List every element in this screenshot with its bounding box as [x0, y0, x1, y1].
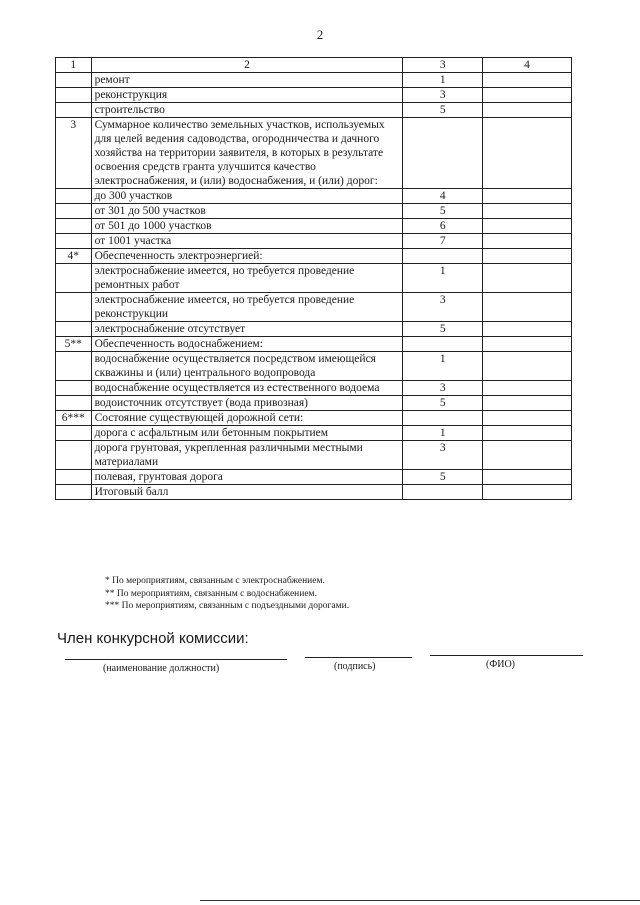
num-cell — [56, 264, 92, 293]
criterion-cell: Обеспеченность электроэнергией: — [91, 249, 403, 264]
score-cell: 5 — [403, 204, 483, 219]
table-row — [56, 264, 572, 293]
score-cell: 4 — [403, 189, 483, 204]
table-row — [56, 411, 572, 426]
score-cell: 1 — [403, 73, 483, 88]
value-cell — [483, 189, 572, 204]
value-cell — [483, 293, 572, 322]
value-cell — [483, 322, 572, 337]
criterion-cell: электроснабжение имеется, но требуется проведение реконструкции — [91, 293, 403, 322]
table-row — [56, 352, 572, 381]
table-row — [56, 381, 572, 396]
value-cell — [483, 118, 572, 189]
score-cell: 3 — [403, 381, 483, 396]
name-caption: (ФИО) — [486, 659, 516, 670]
table-row — [56, 293, 572, 322]
num-cell — [56, 103, 92, 118]
value-cell — [483, 411, 572, 426]
criterion-cell: водоисточник отсутствует (вода привозная) — [91, 396, 403, 411]
num-cell — [56, 293, 92, 322]
criterion-cell: полевая, грунтовая дорога — [91, 470, 403, 485]
score-cell: 5 — [403, 103, 483, 118]
value-cell — [483, 103, 572, 118]
table-row — [56, 322, 572, 337]
score-cell — [403, 249, 483, 264]
value-cell — [483, 264, 572, 293]
criterion-cell: Суммарное количество земельных участков, используемых для целей ведения садоводства, огородничества и дачного хозяйства на территории заявителя, в которых в результате освоения средств гранта улучшится качество электроснабжения, и (или) водоснабжения, и (или) дорог: — [91, 118, 403, 189]
criterion-cell: Состояние существующей дорожной сети: — [91, 411, 403, 426]
value-cell — [483, 337, 572, 352]
table-row — [56, 118, 572, 189]
commission-title: Член конкурсной комиссии: — [57, 630, 249, 647]
table-header-row — [56, 58, 572, 73]
score-cell: 5 — [403, 322, 483, 337]
criterion-cell: дорога грунтовая, укрепленная различными местными материалами — [91, 441, 403, 470]
criterion-cell: ремонт — [91, 73, 403, 88]
score-cell: 5 — [403, 396, 483, 411]
value-cell — [483, 73, 572, 88]
criterion-cell: водоснабжение осуществляется из естественного водоема — [91, 381, 403, 396]
criterion-cell: электроснабжение имеется, но требуется проведение ремонтных работ — [91, 264, 403, 293]
value-cell — [483, 352, 572, 381]
score-cell: 3 — [403, 441, 483, 470]
num-cell — [56, 352, 92, 381]
table-row — [56, 441, 572, 470]
score-cell: 1 — [403, 426, 483, 441]
criterion-cell: электроснабжение отсутствует — [91, 322, 403, 337]
bottom-rule — [200, 900, 640, 901]
value-cell — [483, 396, 572, 411]
table-row — [56, 234, 572, 249]
num-cell: 4* — [56, 249, 92, 264]
page-number: 2 — [316, 27, 324, 42]
criterion-cell: реконструкция — [91, 88, 403, 103]
criteria-table — [55, 57, 572, 500]
table-row — [56, 396, 572, 411]
criterion-cell: Обеспеченность водоснабжением: — [91, 337, 403, 352]
score-cell: 3 — [403, 293, 483, 322]
footnote: ** По мероприятиям, связанным с водоснабжением. — [105, 588, 317, 599]
name-line — [430, 655, 583, 656]
num-cell — [56, 219, 92, 234]
num-cell: 5** — [56, 337, 92, 352]
criterion-cell: от 501 до 1000 участков — [91, 219, 403, 234]
footnote: * По мероприятиям, связанным с электроснабжением. — [105, 576, 325, 586]
criterion-cell: водоснабжение осуществляется посредством имеющейся скважины и (или) центрального водопровода — [91, 352, 403, 381]
header-cell: 4 — [483, 58, 572, 73]
score-cell — [403, 118, 483, 189]
num-cell — [56, 234, 92, 249]
header-cell: 3 — [403, 58, 483, 73]
num-cell — [56, 381, 92, 396]
header-cell: 1 — [56, 58, 92, 73]
num-cell — [56, 204, 92, 219]
num-cell — [56, 426, 92, 441]
table-row — [56, 103, 572, 118]
num-cell — [56, 441, 92, 470]
criterion-cell: дорога с асфальтным или бетонным покрытием — [91, 426, 403, 441]
footnote: *** По мероприятиям, связанным с подъездными дорогами. — [105, 601, 350, 611]
signature-line — [305, 657, 412, 658]
value-cell — [483, 234, 572, 249]
signature-caption: (подпись) — [334, 661, 376, 672]
criterion-cell: Итоговый балл — [91, 485, 403, 500]
num-cell — [56, 88, 92, 103]
value-cell — [483, 219, 572, 234]
table-row — [56, 426, 572, 441]
score-cell — [403, 411, 483, 426]
table-row — [56, 73, 572, 88]
value-cell — [483, 204, 572, 219]
score-cell — [403, 485, 483, 500]
table-row — [56, 485, 572, 500]
footnotes — [105, 575, 349, 613]
table-row — [56, 88, 572, 103]
value-cell — [483, 88, 572, 103]
table-row — [56, 219, 572, 234]
criterion-cell: от 1001 участка — [91, 234, 403, 249]
value-cell — [483, 249, 572, 264]
num-cell: 6*** — [56, 411, 92, 426]
num-cell — [56, 485, 92, 500]
score-cell: 3 — [403, 88, 483, 103]
criterion-cell: до 300 участков — [91, 189, 403, 204]
score-cell: 5 — [403, 470, 483, 485]
position-caption: (наименование должности) — [103, 663, 220, 674]
table-row — [56, 189, 572, 204]
score-cell: 1 — [403, 352, 483, 381]
table-row — [56, 337, 572, 352]
position-line — [65, 659, 287, 660]
num-cell — [56, 396, 92, 411]
num-cell — [56, 73, 92, 88]
num-cell — [56, 470, 92, 485]
score-cell: 7 — [403, 234, 483, 249]
table-body — [56, 73, 572, 500]
criterion-cell: строительство — [91, 103, 403, 118]
value-cell — [483, 381, 572, 396]
value-cell — [483, 485, 572, 500]
criterion-cell: от 301 до 500 участков — [91, 204, 403, 219]
table-row — [56, 204, 572, 219]
num-cell — [56, 322, 92, 337]
value-cell — [483, 441, 572, 470]
value-cell — [483, 470, 572, 485]
table-row — [56, 470, 572, 485]
table-row — [56, 249, 572, 264]
score-cell — [403, 337, 483, 352]
score-cell: 6 — [403, 219, 483, 234]
num-cell: 3 — [56, 118, 92, 189]
score-cell: 1 — [403, 264, 483, 293]
value-cell — [483, 426, 572, 441]
num-cell — [56, 189, 92, 204]
header-cell: 2 — [91, 58, 403, 73]
